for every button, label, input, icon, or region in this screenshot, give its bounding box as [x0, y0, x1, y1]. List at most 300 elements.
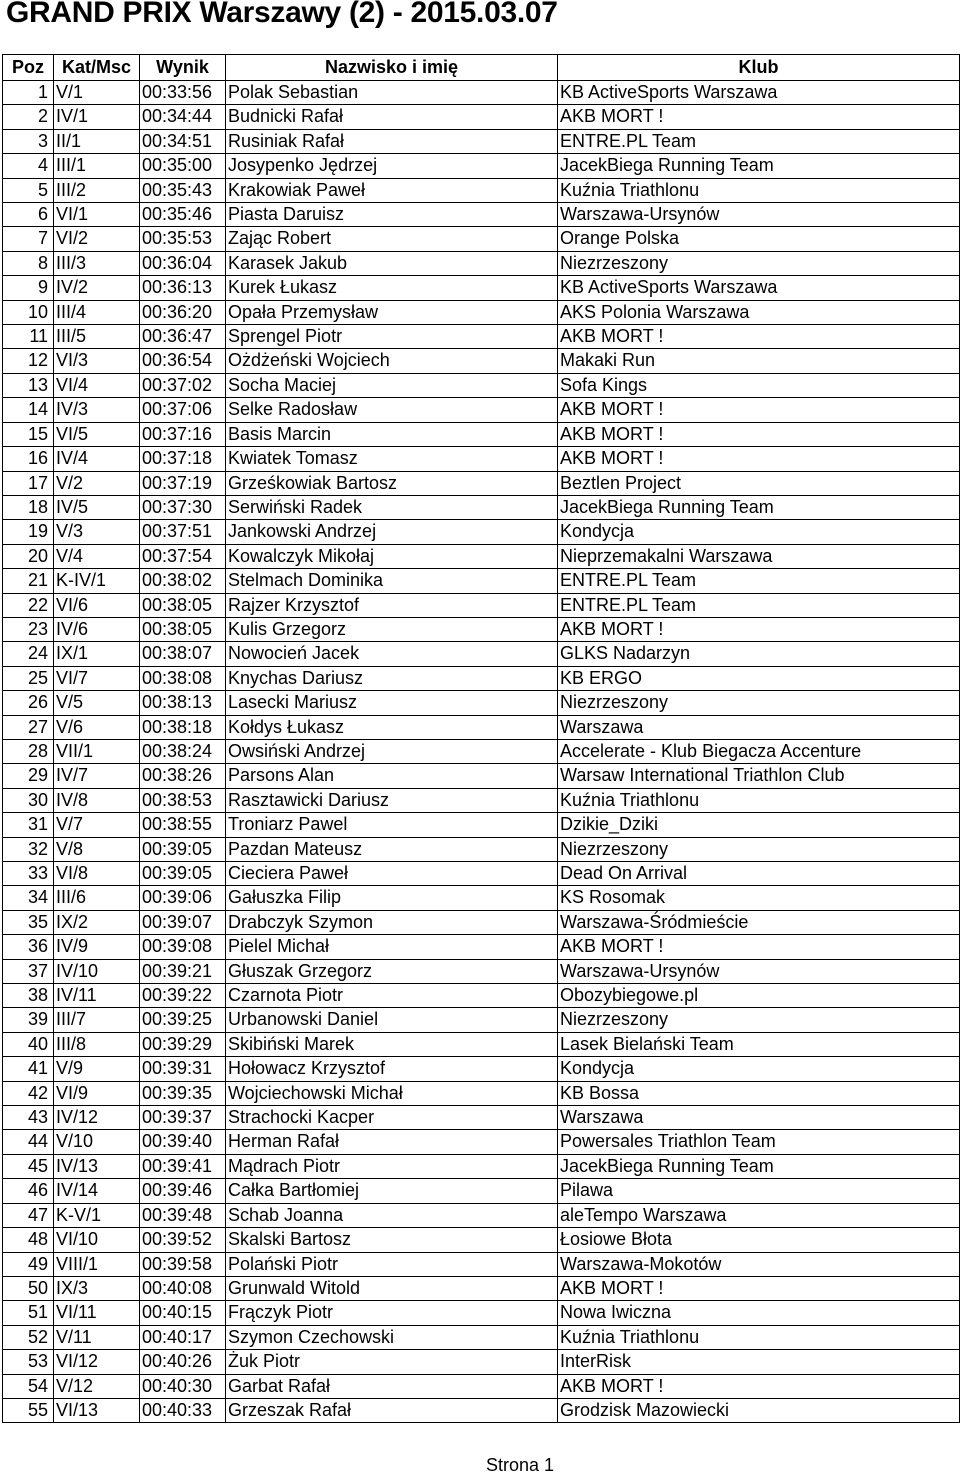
cell-category: IV/10 [54, 959, 140, 983]
cell-position: 45 [3, 1154, 54, 1178]
cell-position: 19 [3, 520, 54, 544]
table-row [3, 178, 960, 202]
cell-time: 00:34:44 [140, 105, 226, 129]
cell-time: 00:36:04 [140, 251, 226, 275]
cell-category: III/5 [54, 325, 140, 349]
cell-time: 00:38:05 [140, 593, 226, 617]
cell-club: ENTRE.PL Team [558, 593, 960, 617]
cell-time: 00:38:26 [140, 764, 226, 788]
cell-club: KB ERGO [558, 666, 960, 690]
cell-position: 22 [3, 593, 54, 617]
cell-club: Beztlen Project [558, 471, 960, 495]
cell-name: Opała Przemysław [226, 300, 558, 324]
cell-time: 00:39:31 [140, 1057, 226, 1081]
cell-name: Garbat Rafał [226, 1374, 558, 1398]
cell-time: 00:40:15 [140, 1301, 226, 1325]
cell-category: VI/6 [54, 593, 140, 617]
cell-position: 42 [3, 1081, 54, 1105]
cell-category: VI/13 [54, 1398, 140, 1422]
cell-position: 35 [3, 910, 54, 934]
table-row [3, 398, 960, 422]
cell-category: IV/13 [54, 1154, 140, 1178]
cell-position: 29 [3, 764, 54, 788]
cell-category: V/9 [54, 1057, 140, 1081]
cell-position: 32 [3, 837, 54, 861]
cell-category: VI/1 [54, 203, 140, 227]
table-row [3, 764, 960, 788]
page-number: Strona 1 [485, 1455, 555, 1475]
cell-time: 00:36:47 [140, 325, 226, 349]
cell-time: 00:39:48 [140, 1203, 226, 1227]
cell-club: Makaki Run [558, 349, 960, 373]
table-row [3, 1081, 960, 1105]
table-row [3, 666, 960, 690]
cell-position: 38 [3, 984, 54, 1008]
cell-club: ENTRE.PL Team [558, 569, 960, 593]
cell-club: Niezrzeszony [558, 837, 960, 861]
cell-position: 18 [3, 495, 54, 519]
cell-position: 34 [3, 886, 54, 910]
cell-name: Parsons Alan [226, 764, 558, 788]
cell-category: IV/7 [54, 764, 140, 788]
cell-category: V/3 [54, 520, 140, 544]
table-row [3, 862, 960, 886]
cell-name: Stelmach Dominika [226, 569, 558, 593]
cell-time: 00:38:13 [140, 691, 226, 715]
cell-club: Warszawa-Mokotów [558, 1252, 960, 1276]
cell-club: Grodzisk Mazowiecki [558, 1398, 960, 1422]
cell-name: Pielel Michał [226, 935, 558, 959]
cell-club: Warsaw International Triathlon Club [558, 764, 960, 788]
cell-club: InterRisk [558, 1350, 960, 1374]
table-row [3, 1325, 960, 1349]
cell-name: Rajzer Krzysztof [226, 593, 558, 617]
table-row [3, 1032, 960, 1056]
cell-name: Urbanowski Daniel [226, 1008, 558, 1032]
cell-name: Karasek Jakub [226, 251, 558, 275]
table-row [3, 935, 960, 959]
cell-name: Czarnota Piotr [226, 984, 558, 1008]
cell-club: KS Rosomak [558, 886, 960, 910]
cell-time: 00:38:05 [140, 617, 226, 641]
cell-name: Kowalczyk Mikołaj [226, 544, 558, 568]
cell-position: 27 [3, 715, 54, 739]
cell-name: Zając Robert [226, 227, 558, 251]
cell-name: Nowocień Jacek [226, 642, 558, 666]
cell-time: 00:37:06 [140, 398, 226, 422]
cell-time: 00:37:54 [140, 544, 226, 568]
cell-position: 16 [3, 447, 54, 471]
table-row [3, 1203, 960, 1227]
cell-club: Lasek Bielański Team [558, 1032, 960, 1056]
cell-time: 00:38:24 [140, 739, 226, 763]
cell-name: Jankowski Andrzej [226, 520, 558, 544]
cell-time: 00:40:26 [140, 1350, 226, 1374]
cell-time: 00:40:30 [140, 1374, 226, 1398]
table-row [3, 495, 960, 519]
cell-club: AKB MORT ! [558, 617, 960, 641]
header-kat-msc: Kat/Msc [54, 55, 140, 81]
cell-category: III/7 [54, 1008, 140, 1032]
cell-position: 10 [3, 300, 54, 324]
cell-time: 00:37:16 [140, 422, 226, 446]
cell-name: Kurek Łukasz [226, 276, 558, 300]
table-row [3, 837, 960, 861]
cell-position: 49 [3, 1252, 54, 1276]
table-row [3, 129, 960, 153]
cell-position: 20 [3, 544, 54, 568]
cell-position: 44 [3, 1130, 54, 1154]
cell-club: Orange Polska [558, 227, 960, 251]
cell-position: 40 [3, 1032, 54, 1056]
cell-position: 5 [3, 178, 54, 202]
cell-position: 43 [3, 1106, 54, 1130]
cell-name: Frączyk Piotr [226, 1301, 558, 1325]
cell-name: Kołdys Łukasz [226, 715, 558, 739]
cell-club: Pilawa [558, 1179, 960, 1203]
cell-category: VI/8 [54, 862, 140, 886]
cell-category: K-V/1 [54, 1203, 140, 1227]
cell-name: Selke Radosław [226, 398, 558, 422]
cell-time: 00:38:55 [140, 813, 226, 837]
cell-time: 00:40:17 [140, 1325, 226, 1349]
cell-club: Dead On Arrival [558, 862, 960, 886]
cell-position: 52 [3, 1325, 54, 1349]
cell-category: V/8 [54, 837, 140, 861]
table-row [3, 325, 960, 349]
cell-category: K-IV/1 [54, 569, 140, 593]
cell-category: VII/1 [54, 739, 140, 763]
cell-category: V/11 [54, 1325, 140, 1349]
table-row [3, 1057, 960, 1081]
cell-club: Kuźnia Triathlonu [558, 178, 960, 202]
cell-name: Kwiatek Tomasz [226, 447, 558, 471]
cell-position: 12 [3, 349, 54, 373]
cell-club: Niezrzeszony [558, 251, 960, 275]
cell-position: 2 [3, 105, 54, 129]
cell-position: 37 [3, 959, 54, 983]
cell-time: 00:36:20 [140, 300, 226, 324]
cell-club: AKB MORT ! [558, 935, 960, 959]
table-row [3, 788, 960, 812]
table-row [3, 1154, 960, 1178]
cell-category: IV/5 [54, 495, 140, 519]
cell-name: Skibiński Marek [226, 1032, 558, 1056]
table-row [3, 447, 960, 471]
cell-time: 00:36:54 [140, 349, 226, 373]
cell-club: aleTempo Warszawa [558, 1203, 960, 1227]
cell-name: Owsiński Andrzej [226, 739, 558, 763]
cell-category: III/3 [54, 251, 140, 275]
table-row [3, 105, 960, 129]
cell-category: V/5 [54, 691, 140, 715]
cell-time: 00:38:08 [140, 666, 226, 690]
cell-time: 00:37:30 [140, 495, 226, 519]
cell-club: Powersales Triathlon Team [558, 1130, 960, 1154]
cell-name: Lasecki Mariusz [226, 691, 558, 715]
cell-category: VIII/1 [54, 1252, 140, 1276]
cell-time: 00:34:51 [140, 129, 226, 153]
table-row [3, 617, 960, 641]
cell-position: 11 [3, 325, 54, 349]
cell-position: 33 [3, 862, 54, 886]
cell-category: VI/11 [54, 1301, 140, 1325]
cell-time: 00:39:40 [140, 1130, 226, 1154]
cell-club: AKB MORT ! [558, 422, 960, 446]
cell-time: 00:35:53 [140, 227, 226, 251]
cell-category: IV/4 [54, 447, 140, 471]
cell-position: 13 [3, 373, 54, 397]
table-row [3, 569, 960, 593]
cell-club: Sofa Kings [558, 373, 960, 397]
cell-club: Nowa Iwiczna [558, 1301, 960, 1325]
cell-position: 26 [3, 691, 54, 715]
cell-name: Skalski Bartosz [226, 1228, 558, 1252]
cell-name: Głuszak Grzegorz [226, 959, 558, 983]
cell-name: Schab Joanna [226, 1203, 558, 1227]
table-row [3, 691, 960, 715]
table-row [3, 1398, 960, 1422]
cell-category: V/10 [54, 1130, 140, 1154]
cell-category: IV/2 [54, 276, 140, 300]
cell-club: Niezrzeszony [558, 1008, 960, 1032]
cell-position: 28 [3, 739, 54, 763]
cell-name: Troniarz Pawel [226, 813, 558, 837]
cell-name: Basis Marcin [226, 422, 558, 446]
results-table [2, 54, 960, 1423]
table-row [3, 349, 960, 373]
cell-club: AKB MORT ! [558, 1276, 960, 1300]
table-row [3, 544, 960, 568]
cell-club: AKB MORT ! [558, 325, 960, 349]
cell-name: Cieciera Paweł [226, 862, 558, 886]
table-row [3, 227, 960, 251]
cell-time: 00:39:41 [140, 1154, 226, 1178]
cell-position: 36 [3, 935, 54, 959]
cell-club: Niezrzeszony [558, 691, 960, 715]
cell-club: Kuźnia Triathlonu [558, 788, 960, 812]
cell-position: 6 [3, 203, 54, 227]
cell-position: 54 [3, 1374, 54, 1398]
table-row [3, 422, 960, 446]
cell-time: 00:40:08 [140, 1276, 226, 1300]
cell-club: ENTRE.PL Team [558, 129, 960, 153]
cell-name: Josypenko Jędrzej [226, 154, 558, 178]
table-row [3, 959, 960, 983]
table-row [3, 373, 960, 397]
cell-time: 00:39:46 [140, 1179, 226, 1203]
cell-time: 00:39:05 [140, 837, 226, 861]
cell-club: AKS Polonia Warszawa [558, 300, 960, 324]
table-row [3, 276, 960, 300]
table-row [3, 1276, 960, 1300]
cell-club: Warszawa [558, 1106, 960, 1130]
cell-category: V/12 [54, 1374, 140, 1398]
cell-name: Hołowacz Krzysztof [226, 1057, 558, 1081]
cell-position: 31 [3, 813, 54, 837]
cell-name: Polak Sebastian [226, 81, 558, 105]
results-body [3, 81, 960, 1423]
cell-time: 00:39:22 [140, 984, 226, 1008]
cell-category: IV/1 [54, 105, 140, 129]
cell-name: Żuk Piotr [226, 1350, 558, 1374]
cell-category: VI/12 [54, 1350, 140, 1374]
cell-club: JacekBiega Running Team [558, 495, 960, 519]
cell-position: 9 [3, 276, 54, 300]
table-row [3, 593, 960, 617]
cell-name: Budnicki Rafał [226, 105, 558, 129]
cell-name: Grunwald Witold [226, 1276, 558, 1300]
cell-time: 00:37:18 [140, 447, 226, 471]
cell-club: Kuźnia Triathlonu [558, 1325, 960, 1349]
header-klub: Klub [558, 55, 960, 81]
cell-time: 00:39:29 [140, 1032, 226, 1056]
cell-time: 00:39:37 [140, 1106, 226, 1130]
cell-name: Szymon Czechowski [226, 1325, 558, 1349]
cell-category: III/1 [54, 154, 140, 178]
cell-category: IV/14 [54, 1179, 140, 1203]
cell-time: 00:40:33 [140, 1398, 226, 1422]
cell-time: 00:33:56 [140, 81, 226, 105]
table-row [3, 251, 960, 275]
cell-category: VI/2 [54, 227, 140, 251]
cell-time: 00:39:06 [140, 886, 226, 910]
table-row [3, 642, 960, 666]
cell-name: Mądrach Piotr [226, 1154, 558, 1178]
cell-time: 00:38:18 [140, 715, 226, 739]
cell-club: Kondycja [558, 1057, 960, 1081]
cell-time: 00:38:02 [140, 569, 226, 593]
cell-name: Grześkowiak Bartosz [226, 471, 558, 495]
cell-position: 48 [3, 1228, 54, 1252]
cell-category: IV/12 [54, 1106, 140, 1130]
cell-category: V/7 [54, 813, 140, 837]
table-row [3, 1252, 960, 1276]
cell-category: VI/9 [54, 1081, 140, 1105]
cell-club: JacekBiega Running Team [558, 1154, 960, 1178]
cell-club: Warszawa-Śródmieście [558, 910, 960, 934]
cell-name: Drabczyk Szymon [226, 910, 558, 934]
cell-time: 00:39:08 [140, 935, 226, 959]
cell-position: 53 [3, 1350, 54, 1374]
cell-name: Gałuszka Filip [226, 886, 558, 910]
cell-time: 00:35:00 [140, 154, 226, 178]
cell-position: 1 [3, 81, 54, 105]
cell-position: 55 [3, 1398, 54, 1422]
cell-club: AKB MORT ! [558, 447, 960, 471]
cell-name: Krakowiak Paweł [226, 178, 558, 202]
cell-club: Łosiowe Błota [558, 1228, 960, 1252]
table-row [3, 1106, 960, 1130]
cell-club: KB ActiveSports Warszawa [558, 81, 960, 105]
table-header-row [3, 55, 960, 81]
cell-club: Kondycja [558, 520, 960, 544]
cell-position: 17 [3, 471, 54, 495]
cell-category: IV/11 [54, 984, 140, 1008]
cell-time: 00:37:02 [140, 373, 226, 397]
cell-club: KB Bossa [558, 1081, 960, 1105]
table-row [3, 1350, 960, 1374]
cell-name: Rasztawicki Dariusz [226, 788, 558, 812]
table-row [3, 1179, 960, 1203]
cell-category: VI/7 [54, 666, 140, 690]
cell-category: VI/5 [54, 422, 140, 446]
cell-time: 00:36:13 [140, 276, 226, 300]
table-row [3, 739, 960, 763]
cell-position: 47 [3, 1203, 54, 1227]
cell-position: 39 [3, 1008, 54, 1032]
cell-club: AKB MORT ! [558, 1374, 960, 1398]
table-row [3, 154, 960, 178]
cell-category: V/4 [54, 544, 140, 568]
cell-time: 00:39:07 [140, 910, 226, 934]
cell-category: V/1 [54, 81, 140, 105]
cell-time: 00:39:25 [140, 1008, 226, 1032]
cell-position: 41 [3, 1057, 54, 1081]
cell-name: Strachocki Kacper [226, 1106, 558, 1130]
cell-category: V/2 [54, 471, 140, 495]
cell-category: IV/3 [54, 398, 140, 422]
cell-name: Kulis Grzegorz [226, 617, 558, 641]
table-row [3, 984, 960, 1008]
cell-club: Dzikie_Dziki [558, 813, 960, 837]
cell-name: Sprengel Piotr [226, 325, 558, 349]
cell-club: Accelerate - Klub Biegacza Accenture [558, 739, 960, 763]
cell-club: Nieprzemakalni Warszawa [558, 544, 960, 568]
cell-category: IV/6 [54, 617, 140, 641]
cell-name: Pazdan Mateusz [226, 837, 558, 861]
cell-club: JacekBiega Running Team [558, 154, 960, 178]
table-row [3, 203, 960, 227]
header-poz: Poz [3, 55, 54, 81]
cell-name: Serwiński Radek [226, 495, 558, 519]
cell-category: III/4 [54, 300, 140, 324]
cell-time: 00:37:51 [140, 520, 226, 544]
cell-category: III/6 [54, 886, 140, 910]
page-title: GRAND PRIX Warszawy (2) - 2015.03.07 [6, 0, 558, 29]
cell-club: Warszawa-Ursynów [558, 959, 960, 983]
cell-position: 51 [3, 1301, 54, 1325]
table-row [3, 1228, 960, 1252]
cell-name: Herman Rafał [226, 1130, 558, 1154]
cell-category: II/1 [54, 129, 140, 153]
table-row [3, 813, 960, 837]
cell-category: III/2 [54, 178, 140, 202]
header-wynik: Wynik [140, 55, 226, 81]
cell-name: Całka Bartłomiej [226, 1179, 558, 1203]
cell-time: 00:38:53 [140, 788, 226, 812]
cell-name: Piasta Daruisz [226, 203, 558, 227]
table-row [3, 715, 960, 739]
cell-name: Knychas Dariusz [226, 666, 558, 690]
cell-position: 46 [3, 1179, 54, 1203]
cell-name: Ożdżeński Wojciech [226, 349, 558, 373]
cell-position: 14 [3, 398, 54, 422]
cell-club: AKB MORT ! [558, 105, 960, 129]
cell-position: 24 [3, 642, 54, 666]
cell-category: IV/8 [54, 788, 140, 812]
cell-category: VI/4 [54, 373, 140, 397]
table-row [3, 471, 960, 495]
cell-position: 8 [3, 251, 54, 275]
table-row [3, 1301, 960, 1325]
cell-category: VI/10 [54, 1228, 140, 1252]
cell-name: Rusiniak Rafał [226, 129, 558, 153]
cell-position: 15 [3, 422, 54, 446]
cell-club: Warszawa [558, 715, 960, 739]
cell-position: 25 [3, 666, 54, 690]
cell-position: 23 [3, 617, 54, 641]
